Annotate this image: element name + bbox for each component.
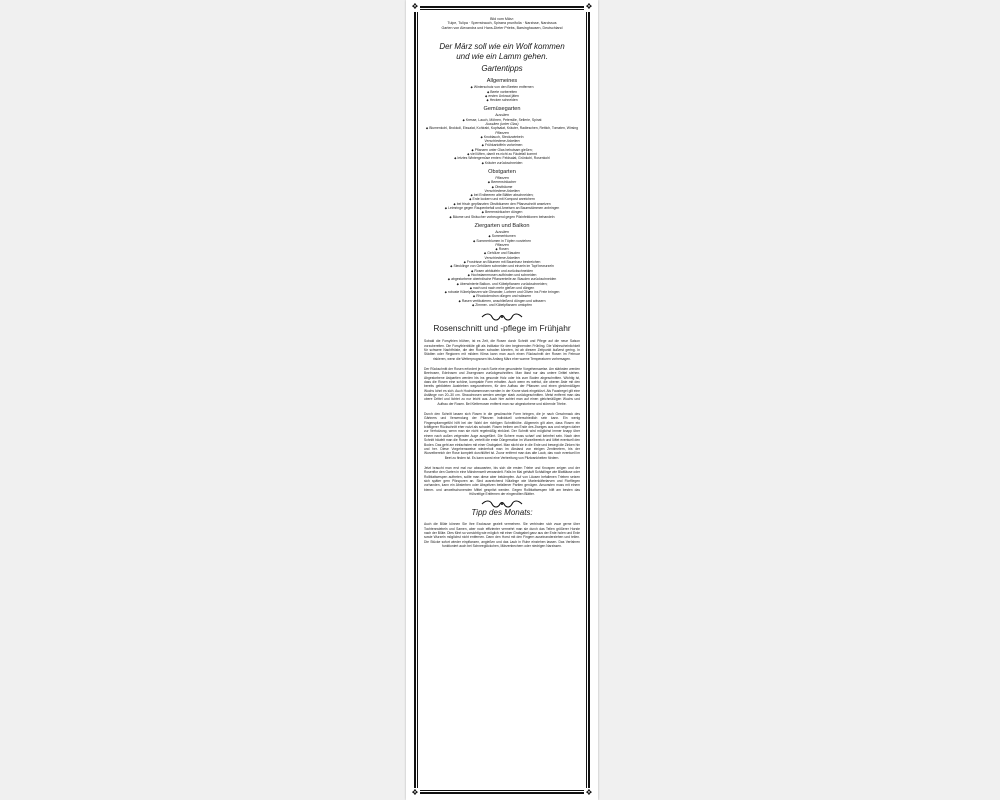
allgemeines-list [422, 85, 582, 102]
tip-item-text: Zimmer- und Kübelpflanzen umtopfen [475, 302, 533, 307]
tip-item-text: Leimringe gegen Raupenbefall und Ameisen an Baumstämmen anbringen [448, 206, 560, 211]
allgemeines-heading: Allgemeines [486, 78, 518, 85]
tip-item-text: letztes Wintergemüse ernten: Feldsalat, Grünkohl, Rosenkohl [457, 156, 550, 161]
diamond-bullet-icon: ◆ [470, 193, 474, 198]
tip-item [422, 98, 582, 102]
tip-item-text: Kräuter zurückschneiden [484, 160, 523, 165]
diamond-bullet-icon: ◆ [463, 260, 467, 265]
tip-item [422, 126, 582, 130]
diamond-bullet-icon: ◆ [458, 298, 462, 303]
diamond-bullet-icon: ◆ [486, 98, 490, 103]
tip-item-text: Hochstammrosen aufbinden und schneiden [470, 272, 537, 277]
rosen-paragraph-2: Der Rückschnitt der Rosen erfordert je nach Sorte eine gesonderte Vorgehensweise. Am stärksten werden Beetrosen, Edelrosen und Zwergrosen zurückgeschnitten. Man lässt nur das untere Drittel stehen. Abgestorbene Astpartien werden bis ins gesunde Holz oder bis zum Boden abgeschnitten. Wichtig ist, dass die Rosen eine schöne, kompakte Form erhalten. Auch wenn es wehtut, die oberen Äste mit den bereits gebildeten Austrieben wegzunehmen, für den Aufbau der Pflanzen und einen gleichmäßigen Wuchs lohnt es sich. Auch Hochstammrosen werden in der Krone stark eingekürzt. Als Faustregel gilt eine Astlänge von 20–30 cm. Strauchrosen werden weniger stark zurückgeschnitten. Meist entfernt man das obere Drittel und lichtet zu nur leicht aus. Auch hier achtet man auf einen gleichmäßigen Wuchs und Aufbau der Rosen. Bei Kletterrosen entfernt man nur abgestorbene und störende Triebe. [424, 367, 580, 406]
tip-item-text: Bäume und Sträucher vorbeugend gegen Pilzinfektionen behandeln [452, 214, 555, 219]
tip-item-text: Kresse, Lauch, Möhren, Petersilie, Sellerie, Spinat [465, 117, 542, 122]
obst-list-1 [422, 180, 582, 189]
diamond-bullet-icon: ◆ [453, 201, 457, 206]
rosen-paragraph-1: Sobald die Forsythien blühen, ist es Zeit, die Rosen durch Schnitt und Pflege auf die neue Saison vorzubereiten. Die Forsythienblüte gilt als Indikator für den beginnenden Frühling. Die Wahrscheinlichkeit für schwere Nachtfröste, die den Rosen schaden könnten, ist ab diesem Zeitpunkt äußerst gering. In Städten oder Regionen mit mildem Klima kann man auch einen Rückschnitt der Rosen im Februar riskieren, wenn die Wetterprognosen bis Anfang März eher warme Temperaturen vorhersagen. [424, 339, 580, 361]
tip-item-text: Beerensträucher [491, 180, 517, 185]
tip-item-text: abgestorbene oberirdische Pflanzenteile an Stauden zurückschneiden [451, 277, 557, 282]
gemuese-list-4 [422, 143, 582, 164]
rosen-paragraph-3: Durch den Schnitt lassen sich Rosen in die gewünschte Form bringen, die je nach Geschmack des Gärtners und Verwendung der Pflanzen individuell unterschiedlich sein kann. Ein wenig Fingerspitzengefühl hilft bei der Wahl der richtigen Schnitthöhe. Allgemein gilt aber, dass Rosen ein kräftigerer Rückschnitt eher nutzt als schadet. Rosen treiben am Ende des Zweiges aus und neigen daher zur Verholzung, wenn man sie nicht regelmäßig einkürzt. Der Schnitt wird möglichst immer knapp über einem nach außen zeigenden Auge ausgeführt. Die Schere muss scharf und keimfrei sein. Nach dem Schnitt häufelt man die Rosen ab, verteilt die erste Düngerration im Wurzelbereich und lüftet eventuell den Boden. Das geht am einfachsten mit einer Grabgabel. Man sticht sie in die Erde und bewegt die Zinken hin und her. Diese Vorgehensweise wiederholt man im Abstand von einigen Zentimetern, bis der Wurzelbereich der Rose komplett durchlüftet ist. Zuvor entfernt man das alte Laub, das noch eventuell im Beet zu finden ist. Es kann sonst eine Verbreitung von Pilzkrankheiten fördern. [424, 412, 580, 460]
rosen-paragraph-4: Jetzt braucht man erst mal nur abzuwarten, bis sich die ersten Triebe und Knospen zeigen und der Rosenflor den Garten in eine Märchenwelt verwandelt. Falls im Mai gehäuft Schädlinge wie Blattläuse oder Rollblattwespen auftreten, sollte man diese aber bekämpfen. Auf von Läusen befallenen Trieben setzen sich später gern Pilzsporen an. Sind ausreichend Nützlinge wie Marienkäferlarven und Florfliegen vorhanden, kann ein Absterben oder Abspritzen befallener Partien genügen. Ansonsten muss mit einem biener- und umweltschonenden Mittel gespritzt werden. Gegen Rollblattwespen hilft am besten das frühzeitige Entfernen der eingerollten Blätter. [424, 465, 580, 496]
ziergarten-heading: Ziergarten und Balkon [474, 222, 530, 229]
corner-ornament-bottom-right-icon: ❖ [585, 788, 593, 797]
calendar-page [406, 0, 598, 800]
diamond-bullet-icon: ◆ [491, 184, 495, 189]
quote-line-1: Der März soll wie ein Wolf kommen [439, 42, 565, 52]
diamond-bullet-icon: ◆ [444, 206, 449, 211]
diamond-bullet-icon: ◆ [450, 264, 454, 269]
tip-item-text: Winterschutz von den Beeten entfernen [473, 85, 534, 90]
obstgarten-heading: Obstgarten [488, 168, 516, 175]
diamond-bullet-icon: ◆ [471, 268, 475, 273]
zier-list-2 [422, 247, 582, 256]
tip-item-text: Obstbäume [494, 184, 513, 189]
tip-item-text: Erde lockern und mit Kompost anreichern [472, 197, 535, 202]
diamond-bullet-icon: ◆ [481, 143, 485, 148]
tip-item-text: Sommerblumen in Töpfen vorziehen [476, 238, 531, 243]
zier-aussaeen-label: Aussäen [495, 229, 509, 234]
zier-verschiedene-label: Verschiedene Arbeiten [484, 255, 520, 260]
zier-list-1 [422, 234, 582, 243]
tip-item-text: ersten Unkraut jäten [488, 93, 519, 98]
corner-ornament-top-right-icon: ❖ [585, 2, 593, 11]
gemuese-list-2 [422, 126, 582, 130]
gemuese-aussaeen-label: Aussäen [495, 113, 509, 118]
obst-list-2 [422, 193, 582, 219]
divider-ornament-2-icon [422, 500, 582, 508]
diamond-bullet-icon: ◆ [480, 134, 484, 139]
tip-item-text: robuste Kübelpflanzen wie Oleander, Lorbeer und Oliven ins Freie bringen [447, 290, 560, 295]
tip-item-text: Frühkartoffeln vorkeimen [484, 143, 523, 148]
diamond-bullet-icon: ◆ [470, 85, 474, 90]
tip-item-text: bei frisch gepflanzten Obstbäumen den Pflanzschnitt ansetzen [456, 201, 551, 206]
diamond-bullet-icon: ◆ [467, 152, 471, 157]
gemuesegarten-heading: Gemüsegarten [483, 106, 521, 113]
gemuese-unter-glas-label: Aussäen (unter Glas) [485, 122, 519, 126]
tip-item-text: Sommerblumen [491, 234, 516, 239]
tip-item [422, 303, 582, 307]
diamond-bullet-icon: ◆ [481, 160, 485, 165]
tip-item-text: viel lüften, damit es nicht zu Fäulefall kommt [470, 152, 537, 157]
month-label: Bild vom März: [490, 17, 514, 21]
diamond-bullet-icon: ◆ [471, 147, 475, 152]
month-quote [422, 42, 582, 61]
diamond-bullet-icon: ◆ [447, 277, 452, 282]
tip-item-text: Rasen vertikutieren, anschließend düngen und wässern [461, 298, 546, 303]
tip-item-text: Rosen [498, 247, 509, 252]
tip-item-text: Frostrisse an Bäumen mit Baumharz bestreichen [466, 260, 541, 265]
corner-ornament-top-left-icon: ❖ [411, 2, 419, 11]
gartentipps-title: Gartentipps [481, 64, 523, 74]
tip-item-text: Gehölze und Stauden [487, 251, 521, 256]
tip-item-text: bei Erdbeeren alte Blätter abschneiden; [473, 193, 534, 198]
obst-pflanzen-label: Pflanzen [495, 175, 509, 180]
diamond-bullet-icon: ◆ [425, 126, 430, 131]
diamond-bullet-icon: ◆ [473, 238, 477, 243]
obst-verschiedene-label: Verschiedene Arbeiten [484, 188, 520, 193]
tip-item-text: Hecken schneiden [489, 98, 518, 103]
tip-item-text: Blumenkohl, Brokkoli, Eissalat, Kohlrabi, Kopfsalat, Kräuter, Radieschen, Rettich, Tomaten, Wirsing [429, 126, 579, 131]
corner-ornament-bottom-left-icon: ❖ [411, 788, 419, 797]
tip-item-text: Beete vorbereiten [490, 89, 518, 94]
picture-caption [422, 17, 582, 30]
tip-item-text: nach und nach mehr gießen und düngen [473, 285, 535, 290]
tipp-text: Auch die Blüte können Sie Ihre Exoksuse gezielt vermehren. Sie verbinden sich zwar gerne über Tochterzwiebeln und Samen, aber noch effizienter vermehrt man sie durch das Teilen größerer Horste nach der Blüte. Dies führt so vorsichtig wie möglich mit einer Grabgabel ganz aus der Erde holen und Erde sowie Wurzeln möglichst nicht entfernen. Dann den Horst mit den Fingern auseinanderziehen und teilen. Die Stücke sofort wieder einpflanzen, angießen und das Laub in Ruhe einziehen lassen. Das Verfahren funktioniert auch bei Schneeglöckchen, Märzenbechern oder niedrigen Narzissen. [424, 522, 580, 548]
zier-list-3 [422, 260, 582, 307]
diamond-bullet-icon: ◆ [481, 210, 485, 215]
diamond-bullet-icon: ◆ [485, 93, 489, 98]
diamond-bullet-icon: ◆ [469, 197, 473, 202]
rosenschnitt-title: Rosenschnitt und -pflege im Frühjahr [433, 323, 571, 334]
plant-list: Tulpe, Tulipa · Sperrstrauch, Spiraea prunifolia · Narzisse, Narcissus [447, 21, 557, 26]
diamond-bullet-icon: ◆ [449, 214, 453, 219]
gemuese-verschiedene-label: Verschiedene Arbeiten [484, 139, 520, 144]
diamond-bullet-icon: ◆ [495, 247, 499, 252]
page-content [422, 16, 582, 784]
diamond-bullet-icon: ◆ [488, 234, 492, 239]
tip-item-text: Rosen abhäufeln und zurückschneiden [474, 268, 533, 273]
diamond-bullet-icon: ◆ [472, 294, 477, 299]
tip-item [422, 161, 582, 165]
tip-item [422, 215, 582, 219]
diamond-bullet-icon: ◆ [456, 281, 460, 286]
gemuese-pflanzen-label: Pflanzen [495, 130, 509, 135]
diamond-bullet-icon: ◆ [487, 180, 492, 185]
garden-credit: Garten von Alexandra und Hans-Dieter Priebs, Barsinghausen, Deutschland [441, 25, 563, 30]
divider-ornament-icon [422, 313, 582, 321]
tip-item-text: Pflanzen unter Glas behutsam gießen; [474, 147, 533, 152]
tipp-title: Tipp des Monats: [471, 508, 533, 518]
diamond-bullet-icon: ◆ [483, 251, 488, 256]
diamond-bullet-icon: ◆ [444, 290, 448, 295]
tip-item-text: Stecklinge von Gehölzen schneiden und einzeln im Topf bewurzeln [453, 264, 554, 269]
diamond-bullet-icon: ◆ [469, 285, 474, 290]
diamond-bullet-icon: ◆ [467, 272, 471, 277]
quote-line-2: und wie ein Lamm gehen. [456, 51, 548, 61]
tip-item-text: Knoblauch, Steckzwiebeln [483, 134, 524, 139]
diamond-bullet-icon: ◆ [471, 302, 476, 307]
diamond-bullet-icon: ◆ [454, 156, 458, 161]
zier-pflanzen-label: Pflanzen [495, 242, 509, 247]
diamond-bullet-icon: ◆ [462, 117, 466, 122]
tip-item-text: Rhododendron düngen und wässern [476, 294, 532, 299]
tip-item-text: überwinterte Balkon- und Kübelpflanzen zurückschneiden; [459, 281, 548, 286]
diamond-bullet-icon: ◆ [486, 89, 491, 94]
tip-item-text: Beerensträucher düngen [485, 210, 523, 215]
